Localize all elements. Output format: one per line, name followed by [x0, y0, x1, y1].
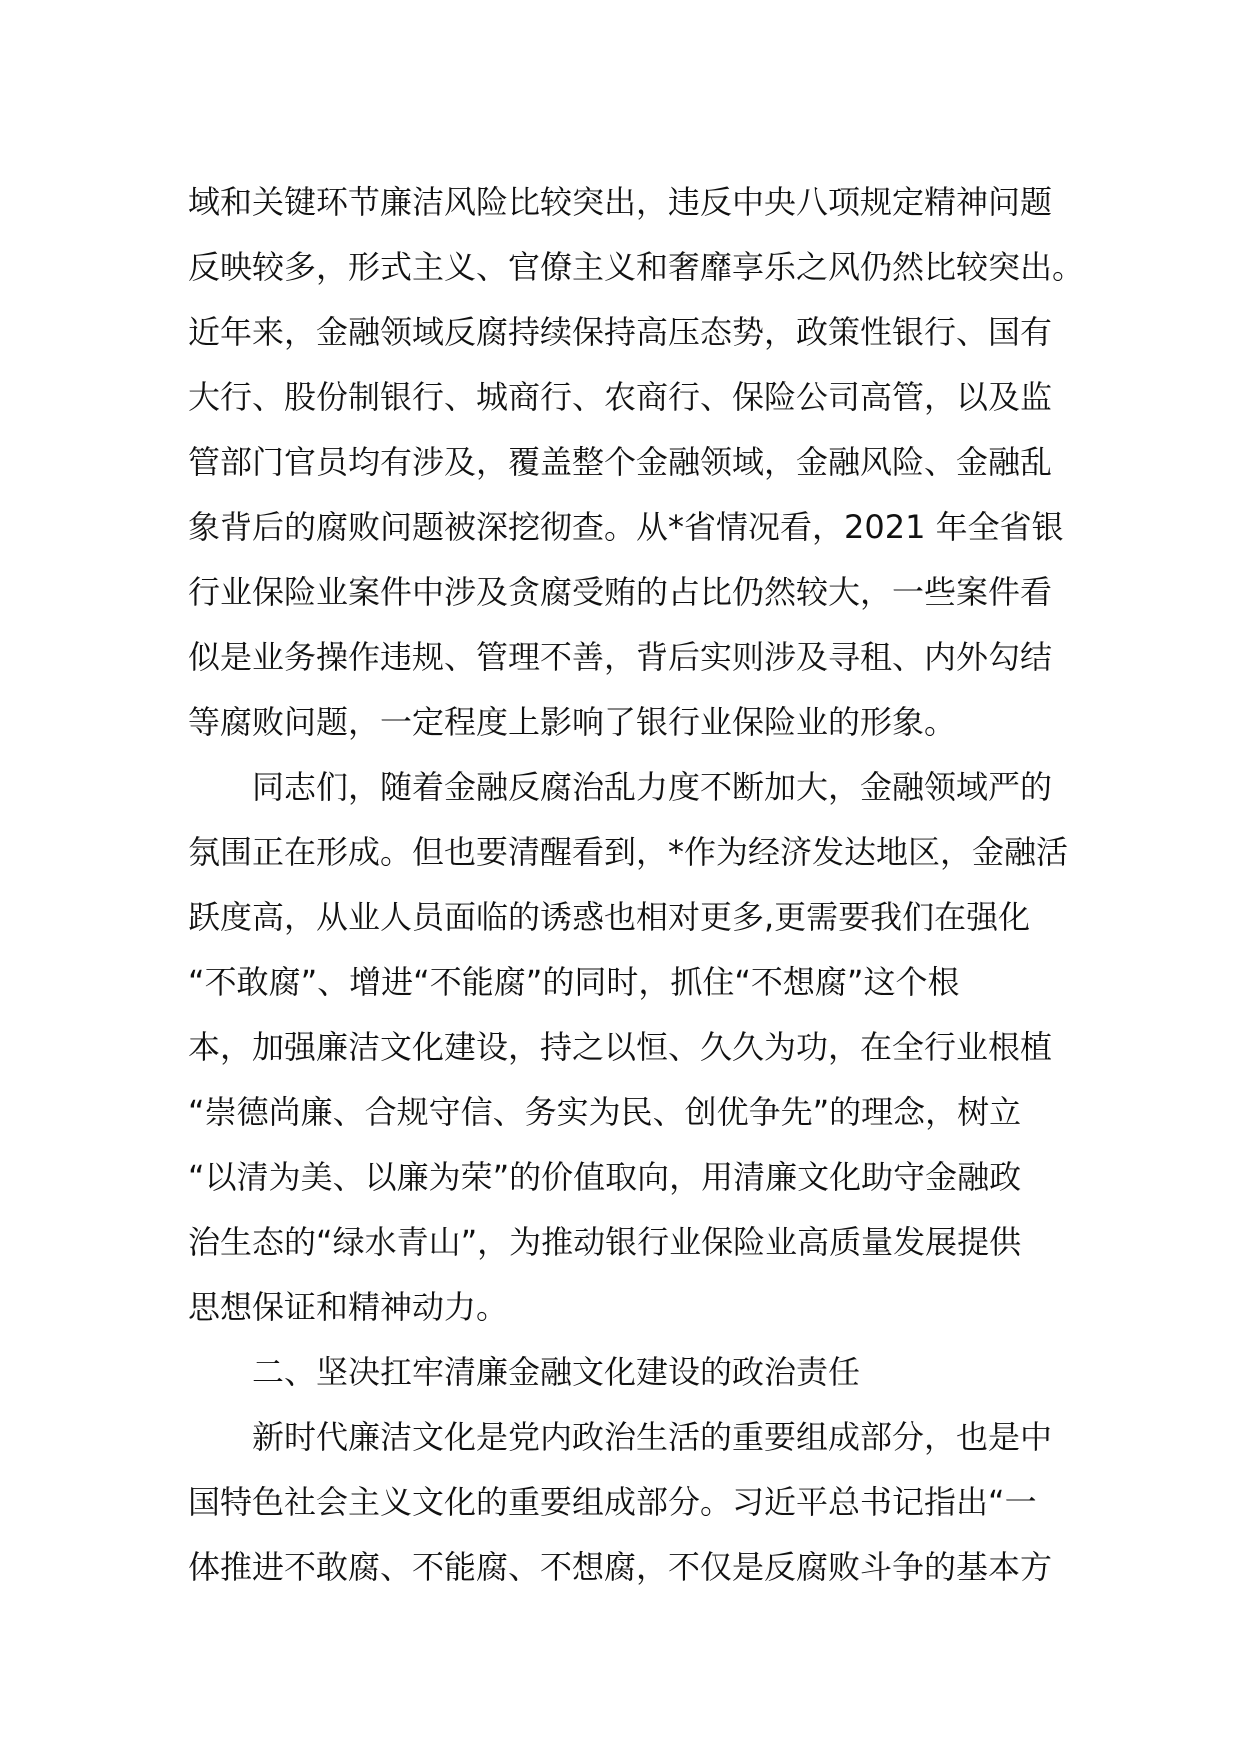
- paragraph-start-line: 同志们，随着金融反腐治乱力度不断加大，金融领域严的: [252, 768, 1053, 806]
- text-line: 跃度高，从业人员面临的诱惑也相对更多,更需要我们在强化: [188, 898, 1031, 936]
- text-line: 似是业务操作违规、管理不善，背后实则涉及寻租、内外勾结: [188, 638, 1053, 676]
- text-line: 体推进不敢腐、不能腐、不想腐，不仅是反腐败斗争的基本方: [188, 1548, 1053, 1586]
- text-line: 治生态的“绿水青山”，为推动银行业保险业高质量发展提供: [188, 1223, 1022, 1261]
- paragraph-start-line: 新时代廉洁文化是党内政治生活的重要组成部分，也是中: [252, 1418, 1053, 1456]
- text-line: 象背后的腐败问题被深挖彻查。从*省情况看，2021 年全省银: [188, 508, 1064, 546]
- text-line: 域和关键环节廉洁风险比较突出，违反中央八项规定精神问题: [188, 183, 1053, 221]
- text-line: “崇德尚廉、合规守信、务实为民、创优争先”的理念，树立: [188, 1093, 1022, 1131]
- text-line: 大行、股份制银行、城商行、农商行、保险公司高管，以及监: [188, 378, 1053, 416]
- text-line: “以清为美、以廉为荣”的价值取向，用清廉文化助守金融政: [188, 1158, 1022, 1196]
- text-line: 反映较多，形式主义、官僚主义和奢靡享乐之风仍然比较突出。: [188, 248, 1085, 286]
- text-line: 氛围正在形成。但也要清醒看到，*作为经济发达地区，金融活: [188, 833, 1069, 871]
- text-line: 近年来，金融领域反腐持续保持高压态势，政策性银行、国有: [188, 313, 1053, 351]
- text-line: 思想保证和精神动力。: [188, 1288, 509, 1326]
- text-line: 管部门官员均有涉及，覆盖整个金融领域，金融风险、金融乱: [188, 443, 1053, 481]
- text-line: 等腐败问题，一定程度上影响了银行业保险业的形象。: [188, 703, 957, 741]
- body-text: [188, 170, 1085, 1600]
- text-line: “不敢腐”、增进“不能腐”的同时，抓住“不想腐”这个根: [188, 963, 960, 1001]
- text-line: 国特色社会主义文化的重要组成部分。习近平总书记指出“一: [188, 1483, 1037, 1521]
- section-heading: 二、坚决扛牢清廉金融文化建设的政治责任: [252, 1353, 861, 1391]
- text-line: 本，加强廉洁文化建设，持之以恒、久久为功，在全行业根植: [188, 1028, 1053, 1066]
- text-line: 行业保险业案件中涉及贪腐受贿的占比仍然较大，一些案件看: [188, 573, 1053, 611]
